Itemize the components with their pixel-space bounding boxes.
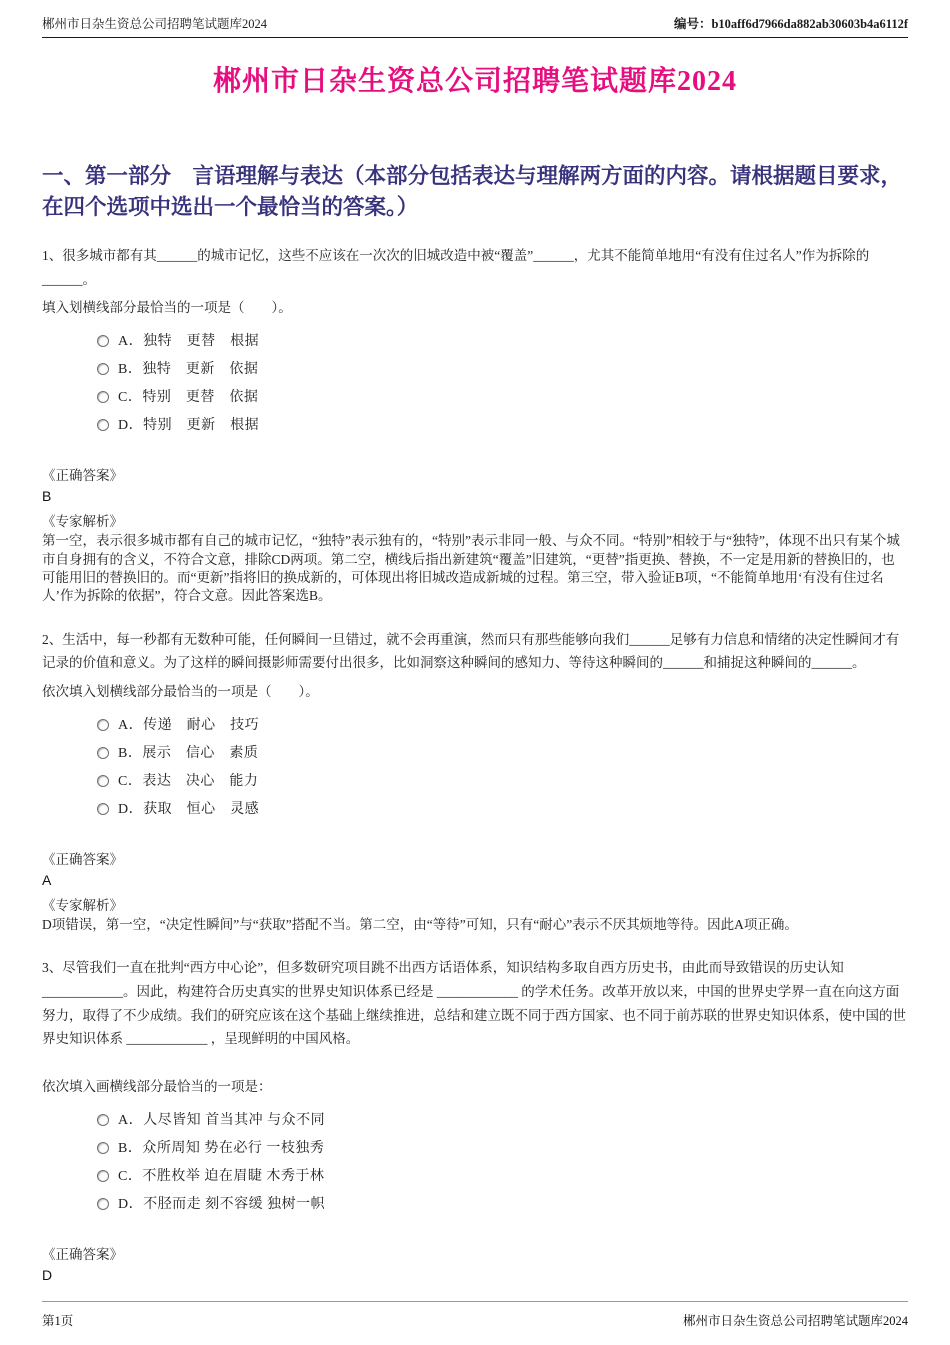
option-row-b[interactable] bbox=[42, 354, 908, 382]
option-label: C．特别 更替 依据 bbox=[118, 390, 259, 406]
question-3-options bbox=[42, 1105, 908, 1217]
option-row-c[interactable] bbox=[42, 382, 908, 410]
option-label: C．不胜枚举 迫在眉睫 木秀于林 bbox=[118, 1168, 325, 1184]
expert-analysis-text: 第一空，表示很多城市都有自己的城市记忆，“独特”表示独有的，“特别”表示非同一般、与众不同。“特别”相较于与“独特”，体现不出只有某个城市自身拥有的含义，不符合文意，排除CD两项。第二空，横线后指出新建筑“覆盖”旧建筑，“更替”指更换、替换，不一定是用新的替换旧的，也可能用旧的替换旧的。而“更新”指将旧的换成新的，可体现出将旧城改造成新城的过程。第三空，带入验证B项，“不能简单地用‘有没有住过名人’作为拆除的依据”，符合文意。因此答案选B。 bbox=[42, 533, 900, 604]
radio-button[interactable] bbox=[97, 775, 109, 787]
radio-button[interactable] bbox=[97, 335, 109, 347]
page-footer bbox=[42, 1301, 908, 1329]
correct-answer-value: A bbox=[42, 871, 52, 888]
question-1-answer-block bbox=[42, 464, 908, 605]
section-heading: 一、第一部分 言语理解与表达（本部分包括表达与理解两方面的内容。请根据题目要求，在四个选项中选出一个最恰当的答案。） bbox=[42, 164, 903, 219]
question-1 bbox=[42, 244, 908, 606]
question-1-options bbox=[42, 326, 908, 438]
correct-answer-label: 《正确答案》 bbox=[42, 1246, 123, 1262]
option-label: A．独特 更替 根据 bbox=[118, 334, 260, 350]
radio-button[interactable] bbox=[97, 363, 109, 375]
correct-answer-value: B bbox=[42, 488, 52, 505]
radio-button[interactable] bbox=[97, 1198, 109, 1210]
option-label: D．不胫而走 刻不容缓 独树一帜 bbox=[118, 1196, 326, 1212]
option-label: B．展示 信心 素质 bbox=[118, 745, 259, 761]
expert-analysis-text: D项错误，第一空，“决定性瞬间”与“获取”搭配不当。第二空，由“等待”可知，只有“耐心”表示不厌其烦地等待。因此A项正确。 bbox=[42, 916, 798, 932]
question-2-options bbox=[42, 710, 908, 822]
option-row-c[interactable] bbox=[42, 766, 908, 794]
question-2 bbox=[42, 628, 908, 935]
radio-button[interactable] bbox=[97, 419, 109, 431]
footer-title: 郴州市日杂生资总公司招聘笔试题库2024 bbox=[682, 1314, 908, 1328]
option-row-a[interactable] bbox=[42, 326, 908, 354]
option-row-d[interactable] bbox=[42, 1189, 908, 1217]
header-title: 郴州市日杂生资总公司招聘笔试题库2024 bbox=[42, 17, 268, 31]
option-row-a[interactable] bbox=[42, 1105, 908, 1133]
question-2-answer-block bbox=[42, 848, 908, 934]
correct-answer-label: 《正确答案》 bbox=[42, 468, 123, 484]
radio-button[interactable] bbox=[97, 803, 109, 815]
question-3-prompt: 依次填入画横线部分最恰当的一项是： bbox=[42, 1078, 272, 1094]
option-label: C．表达 决心 能力 bbox=[118, 773, 259, 789]
question-3 bbox=[42, 956, 908, 1283]
expert-analysis-label: 《专家解析》 bbox=[42, 514, 123, 530]
expert-analysis-label: 《专家解析》 bbox=[42, 897, 123, 913]
option-row-a[interactable] bbox=[42, 710, 908, 738]
question-3-stem: 3、尽管我们一直在批判“西方中心论”，但多数研究项目跳不出西方话语体系，知识结构多取自西方历史书，由此而导致错误的历史认知 ____________。因此，构建符合历史真实的世界史知识体系已经是 ____________ 的学术任务。改革开放以来，中国的世界史学界一直在向这方面努力，取得了不少成绩。我们的研究应该在这个基础上继续推进，总结和建立既不同于西方国家、也不同于前苏联的世界史知识体系，使中国的世界史知识体系 ____________ ，呈现鲜明的中国风格。 bbox=[42, 960, 906, 1047]
header-serial-number: 编号：b10aff6d7966da882ab30603b4a6112f bbox=[673, 17, 908, 31]
question-3-answer-block bbox=[42, 1243, 908, 1283]
question-2-prompt: 依次填入划横线部分最恰当的一项是（ ）。 bbox=[42, 683, 319, 699]
radio-button[interactable] bbox=[97, 747, 109, 759]
radio-button[interactable] bbox=[97, 1142, 109, 1154]
option-label: B．独特 更新 依据 bbox=[118, 362, 259, 378]
correct-answer-value: D bbox=[42, 1266, 53, 1283]
option-label: B．众所周知 势在必行 一枝独秀 bbox=[118, 1140, 325, 1156]
option-row-b[interactable] bbox=[42, 738, 908, 766]
question-1-prompt: 填入划横线部分最恰当的一项是（ ）。 bbox=[42, 300, 292, 316]
option-label: A．人尽皆知 首当其冲 与众不同 bbox=[118, 1112, 326, 1128]
question-1-stem: 1、很多城市都有其______的城市记忆，这些不应该在一次次的旧城改造中被“覆盖”______，尤其不能简单地用“有没有住过名人”作为拆除的______。 bbox=[42, 248, 870, 287]
option-label: D．特别 更新 根据 bbox=[118, 418, 260, 434]
page-title: 郴州市日杂生资总公司招聘笔试题库2024 bbox=[212, 66, 737, 97]
radio-button[interactable] bbox=[97, 1114, 109, 1126]
option-label: A．传递 耐心 技巧 bbox=[118, 717, 260, 733]
radio-button[interactable] bbox=[97, 391, 109, 403]
option-row-b[interactable] bbox=[42, 1133, 908, 1161]
correct-answer-label: 《正确答案》 bbox=[42, 851, 123, 867]
option-label: D．获取 恒心 灵感 bbox=[118, 801, 260, 817]
radio-button[interactable] bbox=[97, 719, 109, 731]
option-row-d[interactable] bbox=[42, 794, 908, 822]
footer-page-number: 第1页 bbox=[42, 1314, 74, 1328]
option-row-c[interactable] bbox=[42, 1161, 908, 1189]
question-2-stem: 2、生活中，每一秒都有无数种可能，任何瞬间一旦错过，就不会再重演，然而只有那些能够向我们______足够有力信息和情绪的决定性瞬间才有记录的价值和意义。为了这样的瞬间摄影师需要付出很多，比如洞察这种瞬间的感知力、等待这种瞬间的______和捕捉这种瞬间的______。 bbox=[42, 631, 900, 671]
page-header bbox=[42, 14, 908, 38]
radio-button[interactable] bbox=[97, 1170, 109, 1182]
option-row-d[interactable] bbox=[42, 410, 908, 438]
